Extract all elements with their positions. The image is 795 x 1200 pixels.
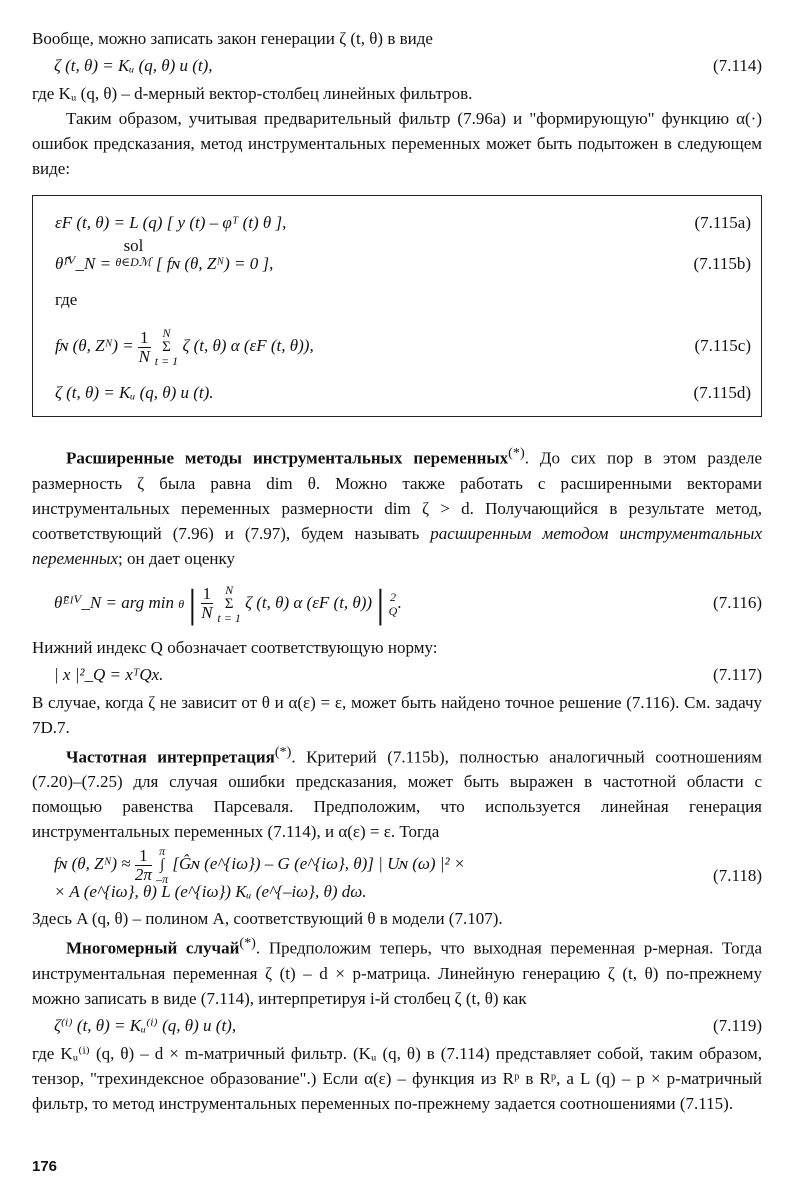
equation-7-115d — [55, 378, 751, 408]
fraction-numerator: 1 — [140, 327, 149, 347]
equation-7-115c — [55, 314, 751, 378]
summation-upper-7-116: N — [225, 582, 234, 597]
sol-domain: θ∈Dℳ — [115, 255, 152, 269]
fraction-1-over-n — [138, 329, 151, 366]
page-number: 176 — [32, 1158, 58, 1175]
where-label: где — [55, 290, 78, 309]
equation-7-115d-number: (7.115d) — [693, 383, 751, 402]
filter-definition-paragraph: где Kᵤ (q, θ) – d-мерный вектор-столбец линейных фильтров. — [32, 84, 473, 103]
frequency-paragraph — [32, 740, 762, 845]
norm-paragraph: Нижний индекс Q обозначает соответствующую норму: — [32, 637, 438, 657]
equation-7-118-rhs-1: [Ĝɴ (e^{iω}) – G (e^{iω}, θ)] | Uɴ (ω) |² × — [172, 854, 466, 874]
fraction-denominator: N — [138, 346, 150, 366]
integral-lower: –π — [156, 872, 169, 887]
summation-sign: Σ — [162, 339, 171, 356]
summation-upper: N — [162, 326, 171, 341]
norm-bar-right: | — [376, 580, 385, 626]
summary-paragraph: Таким образом, учитывая предварительный фильтр (7.96а) и "формирующую" функцию α(·) ошибок предсказания, метод инструментальных переменных может быть подытожен в следующем виде: — [32, 109, 762, 178]
summation-sign-7-116: Σ — [224, 595, 234, 612]
extended-iv-term: расширенным методом инструментальных переменных — [32, 523, 762, 568]
equation-7-115c-number: (7.115c) — [694, 336, 751, 355]
closing-paragraph: где Kᵤ⁽ⁱ⁾ (q, θ) – d × m-матричный фильтр. (Kᵤ (q, θ) в (7.114) представляет собой, таким образом, тензор, "трехиндексное образование".) Если α(ε) – функция из Rᵖ в Rᵖ, а L (q) – p × p-матричный фильтр, то метод инструментальных переменных по-прежнему задается соотношениями (7.115). — [32, 1043, 762, 1113]
extended-iv-heading: Расширенные методы инструментальных переменных — [66, 448, 509, 468]
summation-lower: t = 1 — [154, 354, 179, 369]
equation-7-117-number: (7.117) — [713, 664, 762, 684]
extended-iv-paragraph — [32, 441, 762, 571]
equation-7-115a — [55, 208, 751, 238]
equation-7-118-number: (7.118) — [713, 866, 762, 886]
norm-exponent: 2 — [389, 589, 396, 604]
frequency-body: . Критерий (7.115b), полностью аналогичный соотношениям (7.20)–(7.25) для случая ошибки предсказания, может быть выражен в частотной области с помощью равенства Парсеваля. Предположим, что используется линейная генерация инструментальных переменных (7.114), и α(ε) = ε. Тогда — [32, 747, 762, 842]
polynomial-paragraph: Здесь A (q, θ) – полином A, соответствующий θ в модели (7.107). — [32, 909, 503, 929]
equation-7-115d-body: ζ (t, θ) = Kᵤ (q, θ) u (t). — [55, 383, 214, 402]
equation-7-115a-body: εF (t, θ) = L (q) [ y (t) – φᵀ (t) θ ], — [55, 213, 287, 232]
summation-lower-7-116: t = 1 — [217, 610, 241, 625]
equation-7-116: θ̂ᴱᴵⱽ_N = arg min θ | $\frac{1}{N}$ N Σ t = 1 ζ (t, θ) α (εF (t, θ)) | 2 Q . (7.116) — [32, 571, 762, 635]
equation-7-116-rhs: ζ (t, θ) α (εF (t, θ)) — [245, 592, 373, 612]
equation-7-114-body: ζ (t, θ) = Kᵤ (q, θ) u (t), — [54, 56, 213, 75]
fraction-numerator-7-118: 1 — [135, 847, 152, 866]
frequency-star: (*) — [274, 743, 292, 760]
argmin-variable: θ — [178, 596, 185, 611]
extended-iv-star: (*) — [508, 445, 525, 461]
fraction-1-over-n-7-116 — [201, 585, 214, 622]
equation-7-115b-rhs: [ fɴ (θ, Zᴺ) = 0 ], — [155, 254, 274, 273]
norm-bar-left: | — [188, 580, 197, 626]
sol-label: sol — [123, 236, 144, 255]
equation-7-117 — [32, 660, 762, 690]
page-body — [32, 26, 762, 1116]
equation-7-115c-rhs: ζ (t, θ) α (εF (t, θ)), — [182, 336, 314, 355]
equation-7-119-number: (7.119) — [713, 1015, 762, 1035]
sol-operator — [115, 238, 151, 270]
fraction-numerator-7-116: 1 — [202, 584, 212, 604]
iv-method-summary-box — [32, 195, 762, 417]
multivariable-body: . Предположим теперь, что выходная переменная p-мерная. Тогда инструментальная переменная ζ (t) – d × p-матрица. Линейную генерацию ζ (t, θ) по-прежнему можно записать в виде (7.114), интерпретируя i-й столбец ζ (t, θ) как — [32, 938, 762, 1008]
fraction-denominator-7-116: N — [201, 603, 213, 623]
equation-7-115a-number: (7.115a) — [694, 213, 751, 232]
summation-7-116 — [217, 583, 240, 625]
multivariable-heading: Многомерный случай — [66, 938, 240, 958]
multivariable-star: (*) — [239, 935, 256, 952]
integral-upper: π — [159, 844, 166, 859]
equation-7-115c-lhs: fɴ (θ, Zᴺ) = — [55, 336, 134, 355]
equation-7-115b-number: (7.115b) — [693, 254, 751, 273]
equation-7-115b-lhs: θ̂ᴵⱽ_N = — [55, 254, 112, 273]
equation-7-117-body: | x |²_Q = xᵀQx. — [54, 664, 164, 684]
integral-sign: ∫ — [160, 857, 165, 874]
equation-7-118 — [32, 844, 762, 906]
extended-iv-body-1: . До сих пор в этом разделе размерность ζ была равна dim θ. Можно также работать с расширенными векторами инструментальных переменных размерности dim ζ > d. Получающийся в результате метод, соответствующий (7.96) и (7.97), будем называть — [32, 448, 762, 543]
norm-indices — [389, 590, 398, 618]
multivariable-paragraph — [32, 931, 762, 1011]
equation-7-118-rhs-2: × A (e^{iω}, θ) L (e^{iω}) Kᵤ (e^{–iω}, θ) dω. — [54, 882, 367, 902]
fraction-denominator-7-118: 2π — [134, 864, 152, 884]
equation-7-116-lhs: θ̂ᴱᴵⱽ_N = arg min — [54, 592, 174, 612]
frequency-heading: Частотная интерпретация — [66, 747, 275, 767]
norm-subscript: Q — [388, 603, 398, 618]
intro-paragraph: Вообще, можно записать закон генерации ζ (t, θ) в виде — [32, 29, 433, 48]
equation-7-115b — [55, 238, 751, 290]
equation-7-118-line-2 — [54, 878, 367, 906]
equation-7-116-number: (7.116) — [713, 592, 762, 612]
equation-7-114-number: (7.114) — [713, 56, 762, 75]
summation — [155, 326, 178, 368]
argmin-subscript — [178, 597, 184, 611]
equation-7-118-line-1 — [54, 844, 466, 887]
equation-7-119 — [32, 1011, 762, 1041]
exact-solution-paragraph: В случае, когда ζ не зависит от θ и α(ε) = ε, может быть найдено точное решение (7.116). См. задачу 7D.7. — [32, 692, 762, 737]
extended-iv-body-2: ; он дает оценку — [118, 548, 235, 568]
equation-7-119-body: ζ⁽ⁱ⁾ (t, θ) = Kᵤ⁽ⁱ⁾ (q, θ) u (t), — [54, 1015, 237, 1035]
equation-7-114 — [32, 51, 762, 81]
equation-7-118-lhs: fɴ (θ, Zᴺ) ≈ — [54, 854, 131, 874]
